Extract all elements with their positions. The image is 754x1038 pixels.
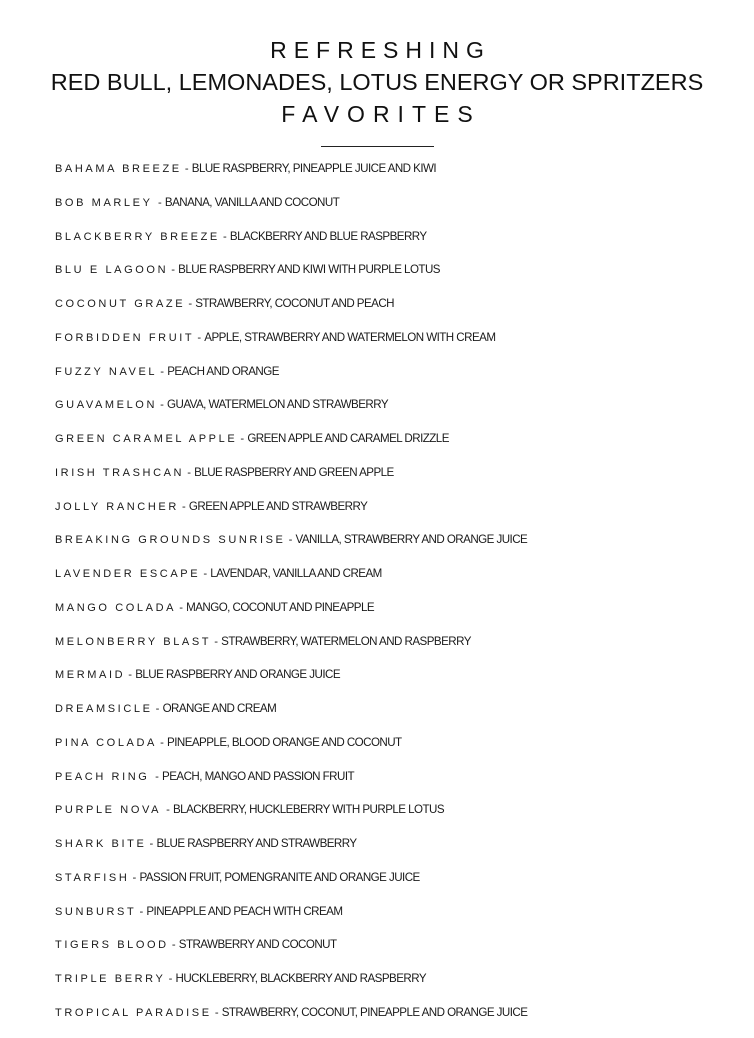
drink-name: MELONBERRY BLAST [55,635,212,648]
menu-item [55,861,735,895]
name-description-separator: - [240,433,245,445]
name-description-separator: - [160,736,164,749]
drink-name: TRIPLE BERRY [55,973,166,985]
menu-item [55,591,735,625]
drink-name: GREEN CARAMEL APPLE [55,433,238,445]
drink-description: STRAWBERRY AND COCONUT [178,938,337,952]
name-description-separator: - [171,939,176,952]
drink-description: LAVENDAR, VANILLA AND CREAM [210,567,382,580]
menu-item [55,962,735,996]
menu-item [55,456,735,490]
menu-item [55,793,735,827]
drink-description: BLACKBERRY, HUCKLEBERRY WITH PURPLE LOTUS [173,803,445,817]
name-description-separator: - [132,871,137,884]
drink-name: FORBIDDEN FRUIT [55,331,195,344]
name-description-separator: - [179,601,183,614]
name-description-separator: - [214,1006,219,1019]
menu-item [55,287,735,321]
name-description-separator: - [166,804,170,817]
drink-name: PEACH RING [55,770,156,783]
name-description-separator: - [203,568,208,580]
menu-item [55,355,735,389]
drink-description: APPLE, STRAWBERRY AND WATERMELON WITH CREAM [204,330,496,344]
drink-description: STRAWBERRY, WATERMELON AND RASPBERRY [221,634,471,648]
drink-description: BLACKBERRY AND BLUE RASPBERRY [229,229,427,243]
drink-name: JOLLY RANCHER [55,500,179,513]
drink-name: BLACKBERRY BREEZE [55,230,220,243]
name-description-separator: - [188,298,193,310]
drink-description: MANGO, COCONUT AND PINEAPPLE [186,600,375,614]
drink-description: PEACH, MANGO AND PASSION FRUIT [162,769,355,783]
drink-description: STRAWBERRY, COCONUT AND PEACH [195,297,395,310]
drink-name: PURPLE NOVA [55,804,167,817]
name-description-separator: - [214,635,219,648]
drink-name: TROPICAL PARADISE [55,1006,212,1019]
drink-name: LAVENDER ESCAPE [55,568,201,580]
drink-name: IRISH TRASHCAN [55,466,185,479]
drink-description: BLUE RASPBERRY AND ORANGE JUICE [135,668,341,682]
drink-name: DREAMSICLE [55,703,153,715]
drink-description: PINEAPPLE AND PEACH WITH CREAM [146,904,343,918]
drink-name: BAHAMA BREEZE [55,163,182,175]
drink-name: COCONUT GRAZE [55,298,186,310]
menu-item [55,760,735,794]
menu-item [55,490,735,524]
menu-item [55,523,735,557]
drink-name: PINA COLADA [55,736,157,749]
drink-name: BOB MARLEY [55,196,158,209]
drink-description: ORANGE AND CREAM [162,702,277,715]
name-description-separator: - [197,331,202,344]
menu-item [55,928,735,962]
drink-description: GREEN APPLE AND CARAMEL DRIZZLE [247,432,449,445]
drink-description: PINEAPPLE, BLOOD ORANGE AND COCONUT [167,735,402,749]
name-description-separator: - [128,669,133,682]
menu-item [55,422,735,456]
drink-description: BLUE RASPBERRY AND KIWI WITH PURPLE LOTUS [178,263,440,277]
menu-item [55,996,735,1030]
name-description-separator: - [155,703,160,715]
name-description-separator: - [149,838,154,850]
drink-name: STARFISH [55,871,130,884]
drink-description: PEACH AND ORANGE [167,364,279,378]
category-title: FAVORITES [281,101,481,127]
section-title: REFRESHING [270,37,491,63]
drink-name: SHARK BITE [55,838,147,850]
drink-description: STRAWBERRY, COCONUT, PINEAPPLE AND ORANGE JUICE [221,1005,528,1019]
menu-item [55,186,735,220]
drink-name: FUZZY NAVEL [55,365,158,378]
menu-item [55,557,735,591]
name-description-separator: - [157,196,162,209]
menu-item [55,726,735,760]
menu-item [55,321,735,355]
name-description-separator: - [168,973,173,985]
menu-item [55,152,735,186]
drink-description: BLUE RASPBERRY AND STRAWBERRY [156,837,357,850]
drink-name: MERMAID [55,669,126,682]
name-description-separator: - [155,770,159,783]
drink-name: GUAVAMELON [55,399,157,412]
menu-item [55,388,735,422]
drink-list [55,152,735,1030]
name-description-separator: - [171,264,176,277]
name-description-separator: - [160,365,165,378]
drink-name: BLU E LAGOON [55,264,169,277]
section-subtitle: RED BULL, LEMONADES, LOTUS ENERGY OR SPRITZERS [50,69,704,95]
menu-item [55,625,735,659]
drink-name: SUNBURST [55,905,137,918]
drink-description: BLUE RASPBERRY, PINEAPPLE JUICE AND KIWI [191,162,437,175]
name-description-separator: - [160,399,164,412]
drink-description: VANILLA, STRAWBERRY AND ORANGE JUICE [295,533,528,547]
name-description-separator: - [187,466,192,479]
drink-description: HUCKLEBERRY, BLACKBERRY AND RASPBERRY [175,972,427,985]
drink-description: BLUE RASPBERRY AND GREEN APPLE [194,465,394,479]
drink-description: PASSION FRUIT, POMENGRANITE AND ORANGE JUICE [139,870,420,884]
name-description-separator: - [288,534,293,547]
menu-item [55,895,735,929]
drink-description: GREEN APPLE AND STRAWBERRY [188,499,368,513]
name-description-separator: - [184,163,189,175]
drink-description: BANANA, VANILLA AND COCONUT [164,195,340,209]
menu-item [55,692,735,726]
menu-header [0,34,754,130]
name-description-separator: - [139,905,144,918]
name-description-separator: - [222,230,227,243]
drink-name: MANGO COLADA [55,601,177,614]
menu-item [55,220,735,254]
name-description-separator: - [182,500,186,513]
drink-description: GUAVA, WATERMELON AND STRAWBERRY [167,398,389,412]
menu-item [55,658,735,692]
menu-item [55,827,735,861]
menu-item [55,253,735,287]
title-divider [321,146,434,147]
drink-name: BREAKING GROUNDS SUNRISE [55,534,286,547]
drink-name: TIGERS BLOOD [55,939,169,952]
